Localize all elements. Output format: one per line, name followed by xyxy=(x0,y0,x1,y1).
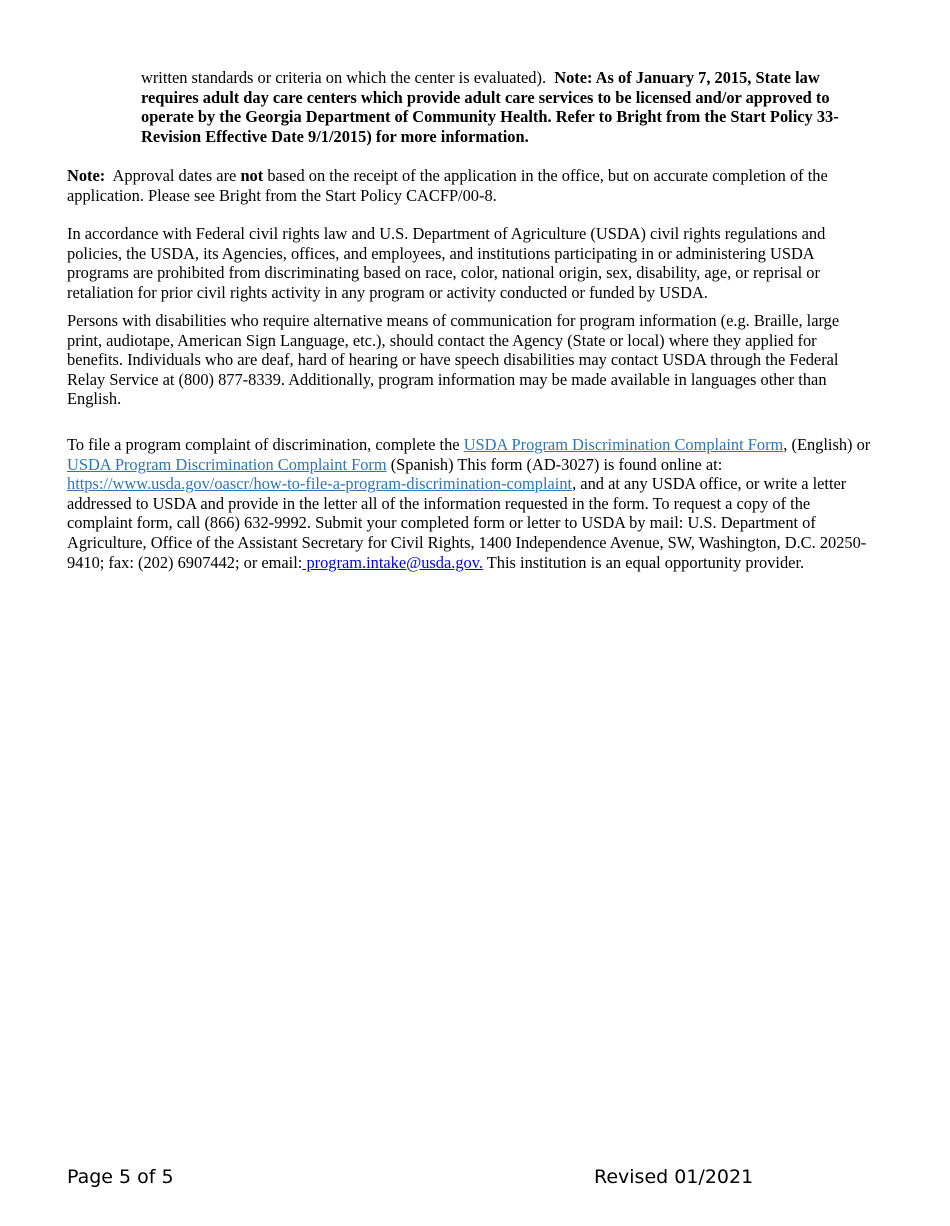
complaint-form-spanish-link[interactable]: USDA Program Discrimination Complaint Form xyxy=(67,454,387,474)
footer-page-number: Page 5 of 5 xyxy=(67,1166,174,1188)
state-law-note: Note: As of January 7, 2015, State law requires adult day care centers which provide adult care services to be licensed and/or approved to operate by the Georgia Department of Community Health. Refer to Bright from the Start Policy 33-Revision Effective Date 9/1/2015) for more information. xyxy=(141,68,839,146)
note-post: based on the receipt of the application in the office, but on accurate completion of the application. Please see Bright from the Start Policy CACFP/00-8. xyxy=(67,166,828,205)
note-pre: Approval dates are xyxy=(112,166,237,185)
complaint-text-3: (Spanish) This form (AD-3027) is found online at: xyxy=(390,454,723,474)
disabilities-paragraph: Persons with disabilities who require alternative means of communication for program information (e.g. Braille, large print, audiotape, American Sign Language, etc.), should contact the Agency (State or local) where they applied for benefits. Individuals who are deaf, hard of hearing or have speech disabilities may contact USDA through the Federal Relay Service at (800) 877-8339. Additionally, program information may be made available in languages other than English. xyxy=(67,311,840,409)
complaint-url-link[interactable]: https://www.usda.gov/oascr/how-to-file-a-program-discrimination-complaint xyxy=(67,474,573,494)
complaint-text-2: , (English) or xyxy=(783,435,871,454)
email-link[interactable]: program.intake@usda.gov. xyxy=(302,552,483,572)
intro-paragraph xyxy=(141,68,881,146)
intro-text: written standards or criteria on which the center is evaluated). xyxy=(141,68,547,87)
complaint-paragraph xyxy=(67,435,879,572)
note-label: Note: xyxy=(67,166,106,185)
complaint-form-english-link[interactable]: USDA Program Discrimination Complaint Form xyxy=(463,435,784,454)
approval-note-paragraph xyxy=(67,166,867,205)
complaint-text-5: This institution is an equal opportunity provider. xyxy=(486,552,805,572)
complaint-text-4: , and at any USDA office, or write a letter addressed to USDA and provide in the letter all of the information requested in the form. To request a copy of the complaint form, call (866) 632-9992. Submit your completed form or letter to USDA by mail: U.S. Department of Agriculture, Office of the Assistant Secretary for Civil Rights, 1400 Independence Avenue, SW, Washington, D.C. 20250-9410; fax: (202) 6907442; or email: xyxy=(67,474,867,572)
complaint-text-1: To file a program complaint of discrimination, complete the xyxy=(67,435,460,454)
footer-revised-date: Revised 01/2021 xyxy=(594,1166,754,1188)
note-emphasis: not xyxy=(240,166,264,185)
civil-rights-paragraph: In accordance with Federal civil rights law and U.S. Department of Agriculture (USDA) civil rights regulations and policies, the USDA, its Agencies, offices, and employees, and institutions participating in or administering USDA programs are prohibited from discriminating based on race, color, national origin, sex, disability, age, or reprisal or retaliation for prior civil rights activity in any program or activity conducted or funded by USDA. xyxy=(67,224,826,302)
